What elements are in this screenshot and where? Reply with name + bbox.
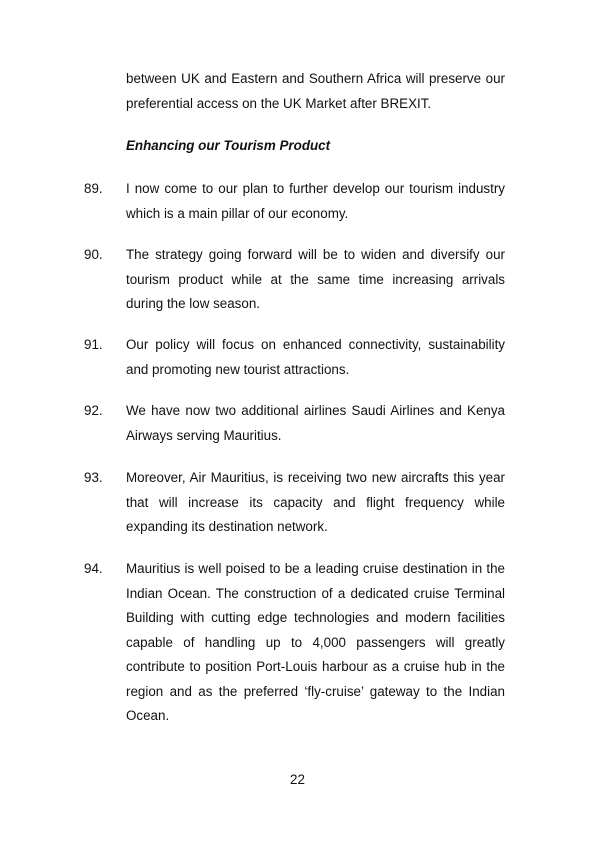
paragraph-text: The strategy going forward will be to widen and diversify our tourism product while at the same time increasing arrivals during the low season. — [126, 247, 505, 311]
paragraph-number: 91. — [84, 337, 103, 352]
paragraph-text: We have now two additional airlines Saudi Airlines and Kenya Airways serving Mauritius. — [126, 403, 505, 443]
paragraph-number: 93. — [84, 470, 103, 485]
paragraph-text: Moreover, Air Mauritius, is receiving two new aircrafts this year that will increase its capacity and flight frequency while expanding its destination network. — [126, 470, 505, 534]
paragraph-number: 92. — [84, 403, 103, 418]
page-number: 22 — [290, 772, 305, 787]
paragraph-text: Mauritius is well poised to be a leading cruise destination in the Indian Ocean. The construction of a dedicated cruise Terminal Building with cutting edge technologies and modern facilities capable of handling up to 4,000 passengers will greatly contribute to position Port-Louis harbour as a cruise hub in the region and as the preferred ‘fly-cruise’ gateway to the Indian Ocean. — [126, 561, 505, 723]
paragraph-number: 89. — [84, 181, 103, 196]
paragraph-text: Our policy will focus on enhanced connectivity, sustainability and promoting new tourist attractions. — [126, 337, 505, 377]
section-heading: Enhancing our Tourism Product — [126, 138, 331, 153]
paragraph-number: 94. — [84, 561, 103, 576]
paragraph-text: I now come to our plan to further develop our tourism industry which is a main pillar of our economy. — [126, 181, 505, 221]
continuation-paragraph: between UK and Eastern and Southern Africa will preserve our preferential access on the UK Market after BREXIT. — [126, 71, 505, 111]
paragraph-number: 90. — [84, 247, 103, 262]
